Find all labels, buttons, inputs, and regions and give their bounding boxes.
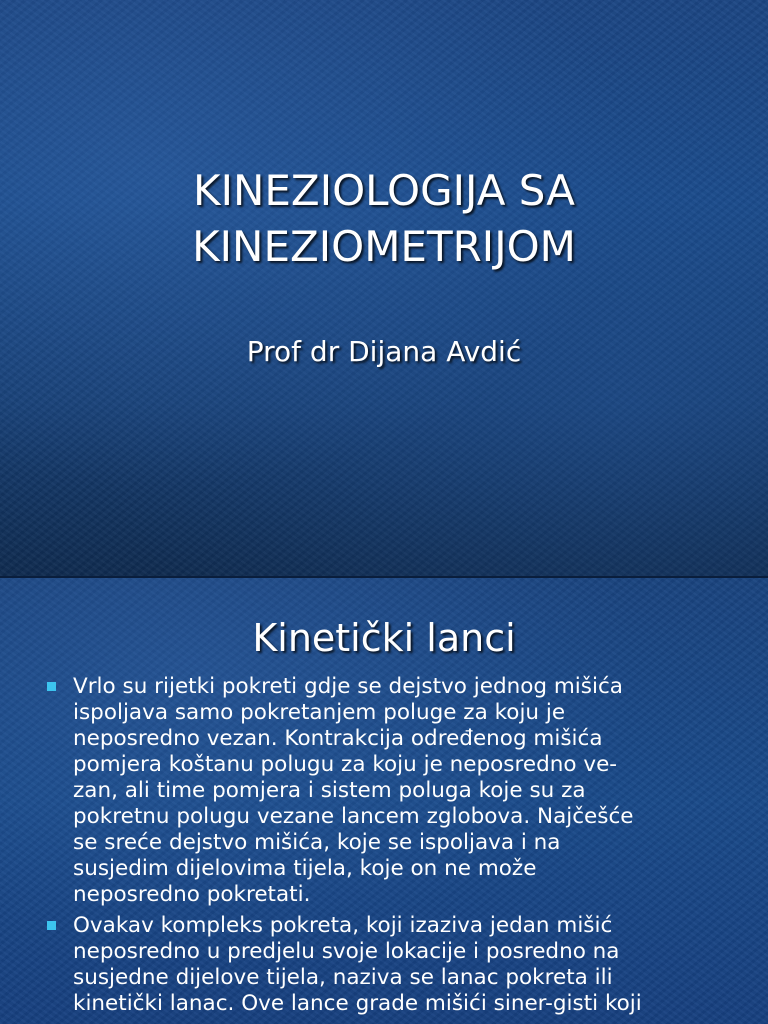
bullet-line: susjedne dijelove tijela, naziva se lanac pokreta ili — [73, 965, 613, 990]
content-slide — [0, 578, 768, 1024]
presentation-title — [0, 163, 768, 275]
bullet-line: pokretnu polugu vezane lancem zglobova. Najčešće — [73, 804, 634, 829]
bullet-line: neposredno vezan. Kontrakcija određenog mišića — [73, 726, 603, 751]
bullet-line: neposredno u predjelu svoje lokacije i posredno na — [73, 939, 620, 964]
bullet-line: zan, ali time pomjera i sistem poluga koje su za — [73, 778, 586, 803]
bullet-item — [0, 674, 768, 908]
square-bullet-icon — [47, 921, 56, 930]
bullet-line: kinetički lanac. Ove lance grade mišići siner-gisti koji — [73, 991, 642, 1016]
bullet-text — [73, 674, 728, 908]
author-subtitle: Prof dr Dijana Avdić — [246, 335, 522, 368]
bullet-line: neposredno pokretati. — [73, 882, 311, 907]
title-line-1: KINEZIOLOGIJA SA — [193, 166, 575, 215]
bullet-line: Vrlo su rijetki pokreti gdje se dejstvo jednog mišića — [73, 674, 623, 699]
bullet-line: pomjera koštanu polugu za koju je neposredno ve- — [73, 752, 618, 777]
slide-heading: Kinetički lanci — [252, 616, 516, 660]
bullet-line: se sreće dejstvo mišića, koje se ispoljava i na — [73, 830, 561, 855]
bullet-list — [0, 674, 768, 1022]
bullet-line: Ovakav kompleks pokreta, koji izaziva jedan mišić — [73, 913, 613, 938]
bullet-line: ispoljava samo pokretanjem poluge za koju je — [73, 700, 566, 725]
bullet-text — [73, 913, 728, 1017]
square-bullet-icon — [47, 682, 56, 691]
title-line-2: KINEZIOMETRIJOM — [192, 222, 576, 271]
bullet-item — [0, 913, 768, 1017]
bullet-line: susjedim dijelovima tijela, koje on ne može — [73, 856, 537, 881]
